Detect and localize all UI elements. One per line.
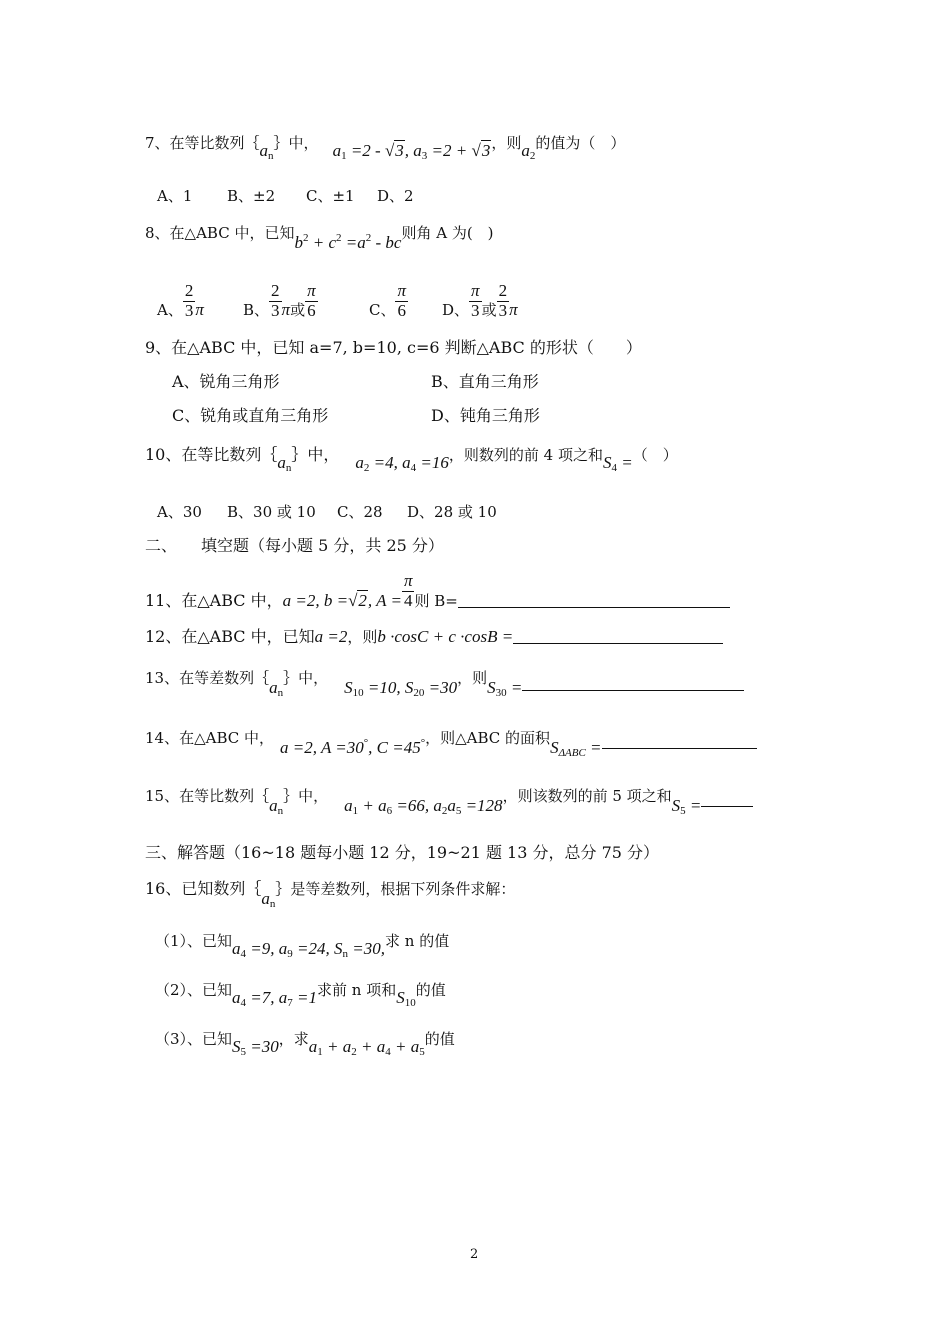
formula-s5: S5 =: [671, 796, 702, 817]
formula-q13-condition: S10 =10, S20 =30: [344, 678, 458, 699]
q7-option-a[interactable]: A、1: [157, 187, 193, 205]
question-16-part-2: （2）、已知a4 =7, a7 =1求前 n 项和S10的值: [155, 981, 446, 1009]
question-10: 10、在等比数列｛an｝中， a2 =4, a4 =16，则数列的前 4 项之和S4 =（ ）: [145, 445, 678, 474]
q9-option-c[interactable]: C、锐角或直角三角形: [172, 406, 329, 425]
q8-option-d[interactable]: D、 $\frac{\pi}{3}$ 或 $\frac{2}{3}$ π: [442, 281, 518, 320]
question-7: 7、在等比数列｛an｝中， a1 =2 - √3, a3 =2 + √3，则a2的值为（ ）: [145, 134, 626, 162]
question-15: 15、在等比数列｛an｝中， a1 + a6 =66, a2a5 =128，则该数列的前 5 项之和S5 =: [145, 787, 753, 807]
section-3-heading: 三、解答题（16~18 题每小题 12 分，19~21 题 13 分，总分 75 分）: [145, 843, 660, 862]
q9-option-b[interactable]: B、直角三角形: [431, 372, 539, 391]
question-16-part-1: （1）、已知a4 =9, a9 =24, Sn =30,求 n 的值: [155, 932, 450, 960]
q9-option-a[interactable]: A、锐角三角形: [172, 372, 280, 391]
formula-s5-eq-30: S5 =30: [232, 1037, 279, 1058]
formula-a2: a2: [521, 141, 536, 162]
q7-option-b[interactable]: B、±2: [227, 187, 276, 205]
q8-option-c[interactable]: C、 $\frac{\pi}{6}$: [369, 281, 407, 320]
formula-q16-1-condition: a4 =9, a9 =24, Sn =30,: [232, 939, 385, 960]
q7-option-c[interactable]: C、±1: [306, 187, 355, 205]
formula-q12-expression: b ·cosC + c ·cosB =: [377, 627, 514, 646]
formula-q14-condition: a =2, A =30°, C =45°: [280, 737, 426, 757]
answer-blank-13[interactable]: [522, 690, 744, 691]
formula-q8-condition: $b^2 + c^2 =a^2$ - bc: [294, 232, 402, 252]
question-11: 11、在△ABC 中，a =2, b =√2, A = $\frac{\pi}{4}$ 则 B=: [145, 572, 730, 610]
q8-option-a[interactable]: A、 $\frac{2}{3}$ π: [157, 281, 204, 320]
formula-q10-condition: a2 =4, a4 =16: [355, 453, 449, 474]
answer-blank-14[interactable]: [602, 748, 757, 749]
formula-q11-condition: a =2, b =√2, A =: [282, 590, 402, 610]
question-16: 16、已知数列｛an｝是等差数列，根据下列条件求解：: [145, 879, 516, 910]
question-9: 9、在△ABC 中，已知 a=7, b=10, c=6 判断△ABC 的形状（ ）: [145, 338, 642, 357]
formula-q16-3-sum: a1 + a2 + a4 + a5: [308, 1037, 425, 1058]
formula-s-abc: SΔABC =: [550, 738, 602, 759]
formula-an: an: [259, 141, 274, 162]
answer-blank-15[interactable]: [701, 806, 753, 807]
formula-q16-2-condition: a4 =7, a7 =1: [232, 988, 318, 1009]
formula-an: an: [277, 453, 292, 474]
formula-q7-condition: a1 =2 - √3, a3 =2 + √3: [332, 141, 491, 162]
q10-option-d[interactable]: D、28 或 10: [407, 503, 497, 521]
q9-option-d[interactable]: D、钝角三角形: [431, 406, 540, 425]
section-2-heading: 二、 填空题（每小题 5 分，共 25 分）: [145, 536, 444, 555]
question-14: 14、在△ABC 中， a =2, A =30°, C =45°，则△ABC 的面积SΔABC =: [145, 728, 757, 749]
formula-q15-condition: a1 + a6 =66, a2a5 =128: [344, 796, 503, 817]
formula-s4: S4 =: [602, 453, 633, 474]
page-number: 2: [470, 1247, 479, 1262]
formula-an: an: [261, 889, 276, 910]
answer-blank-12[interactable]: [513, 643, 723, 644]
q10-option-c[interactable]: C、28: [337, 503, 383, 521]
question-13: 13、在等差数列｛an｝中， S10 =10, S20 =30，则S30 =: [145, 669, 744, 689]
question-12: 12、在△ABC 中，已知a =2，则b ·cosC + c ·cosB =: [145, 628, 723, 645]
formula-an: an: [269, 678, 284, 699]
formula-s10: S10: [396, 988, 416, 1009]
formula-a-eq-2: a =2: [314, 627, 348, 646]
question-8: 8、在△ABC 中，已知$b^2 + c^2 =a^2$ - bc则角 A 为( ): [145, 224, 494, 252]
q10-option-a[interactable]: A、30: [157, 503, 202, 521]
question-16-part-3: （3）、已知S5 =30，求a1 + a2 + a4 + a5的值: [155, 1030, 455, 1058]
formula-an: an: [269, 796, 284, 817]
formula-s30: S30 =: [487, 678, 523, 699]
answer-blank-11[interactable]: [458, 607, 730, 608]
q10-option-b[interactable]: B、30 或 10: [227, 503, 316, 521]
q7-option-d[interactable]: D、2: [377, 187, 414, 205]
q8-option-b[interactable]: B、 $\frac{2}{3}$ π或 $\frac{\pi}{6}$: [243, 281, 316, 320]
